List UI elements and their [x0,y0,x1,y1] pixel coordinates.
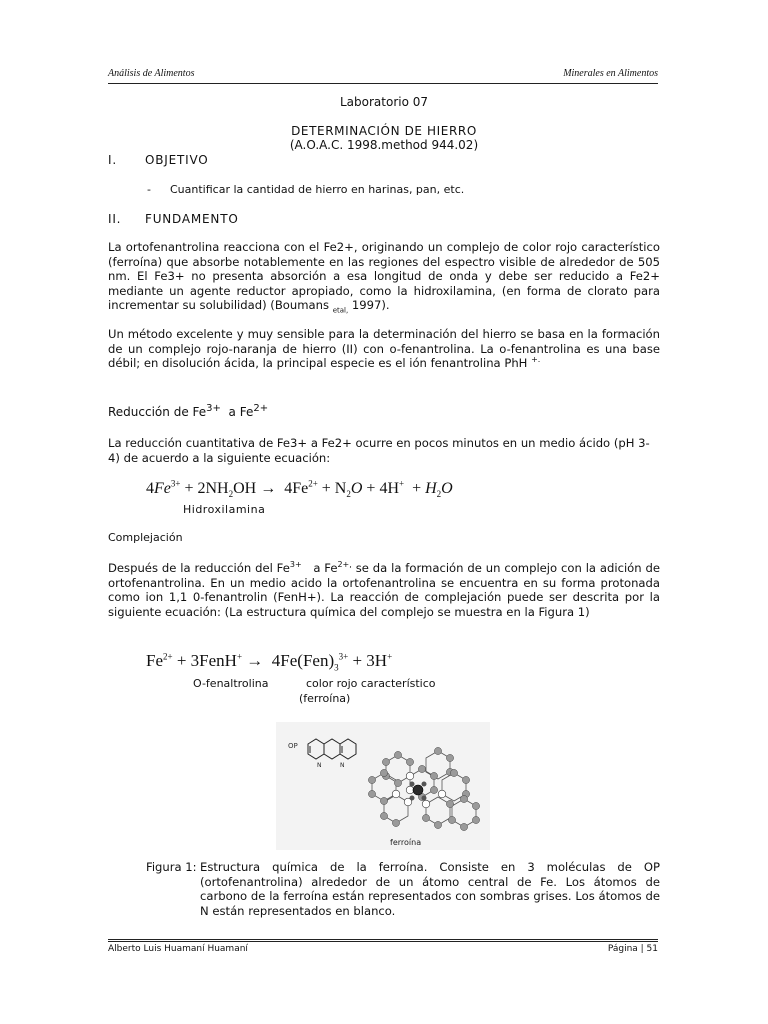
paragraph-4-sup-2: 2+, [337,560,352,570]
method-title: (A.O.A.C. 1998.method 944.02) [289,138,479,152]
paragraph-4-text-c: se da la formación de un complejo con la adición de ortofenantrolina. En un medio acido la ortofenantrolina se encuentra en su forma protonada como ion 1,1 0-fenantrolin (FenH+). La reacción de complejación puede ser descrita por la siguiente ecuación: (La estructura química del complejo se muestra en la Figura 1) [108,561,660,619]
paragraph-4-sup-1: 3+ [289,560,302,570]
header-left: Análisis de Alimentos [108,68,195,79]
svg-text:N: N [317,762,322,769]
reduccion-heading [108,405,268,419]
section-2-number: II. [108,212,122,226]
paragraph-2 [108,327,660,371]
paragraph-2-text: Un método excelente y muy sensible para la determinación del hierro se basa en la formación de un complejo rojo-naranja de hierro (II) con o-fenantrolina. La o-fenantrolina es una base débil; en disolución ácida, la principal especie es el ión fenantrolina PhH [108,327,660,371]
ferroina-figure [276,722,490,850]
paragraph-2-sup: +. [531,355,541,365]
phenanthroline-icon [308,739,356,759]
equation-2-label-1: O-fenaltrolina [193,677,269,690]
paragraph-3: La reducción cuantitativa de Fe3+ a Fe2+ ocurre en pocos minutos en un medio ácido (pH 3-4) de acuerdo a la siguiente ecuación: [108,436,650,465]
figure-caption-label: Figura 1: [146,860,197,874]
section-1-number: I. [108,153,117,167]
equation-2-label-2: color rojo característico [306,677,436,690]
reduccion-text-a: Reducción de Fe [108,405,207,419]
figure-ferroina-label: ferroína [390,838,422,847]
equation-2: $Fe^{2+}$ + 3FenH+ → $4Fe(Fen)_3^{3+} + 3H^+$ [146,651,393,673]
footer-rule-top [108,939,658,940]
paragraph-1-year: 1997). [351,298,390,313]
paragraph-4-text-b: a Fe [313,561,338,575]
header-right: Minerales en Alimentos [563,68,658,79]
lab-title: Laboratorio 07 [339,95,429,109]
paragraph-4 [108,561,660,619]
ferroina-molecule-icon [368,747,479,830]
equation-1: $4Fe^{3+} + 2NH_2OH \to 4Fe^{2+} + N_2O + 4H^+ + H_2O$ [146,478,453,500]
reduccion-sup-2: 2+ [253,403,269,414]
section-2-title: FUNDAMENTO [145,212,239,226]
header-rule [108,83,658,84]
paragraph-4-text-a: Después de la reducción del Fe [108,561,290,575]
figure-caption-text: Estructura química de la ferroína. Consiste en 3 moléculas de OP (ortofenantrolina) alrededor de un átomo central de Fe. Los átomos de carbono de la ferroína están representados con sombras grises. Los átomos de N están representados en blanco. [200,860,660,918]
equation-2-label-3: (ferroína) [299,692,351,705]
complejacion-heading: Complejación [108,531,183,544]
section-1-title: OBJETIVO [145,153,209,167]
objective-text: Cuantificar la cantidad de hierro en harinas, pan, etc. [170,183,465,196]
equation-1-label: Hidroxilamina [183,503,266,516]
svg-text:N: N [340,762,345,769]
figure-op-label: OP [288,742,298,750]
footer-page: Página | 51 [607,944,658,954]
reduccion-text-b: a Fe [228,405,254,419]
paragraph-1 [108,240,660,313]
footer-rule-bottom [108,941,658,942]
ferroina-structure-image [276,722,490,850]
footer-author: Alberto Luis Huamaní Huamaní [108,944,248,954]
objective-dash: - [147,183,151,196]
main-title: DETERMINACIÓN DE HIERRO [291,124,477,138]
paragraph-1-text: La ortofenantrolina reacciona con el Fe2+, originando un complejo de color rojo característico (ferroína) que absorbe notablemente en las regiones del espectro visible de alrededor de 505 nm. El Fe3+ no presenta absorción a esa longitud de onda y debe ser reducido a Fe2+ mediante un agente reductor apropiado, como la hidroxilamina, (en forma de clorato para incrementar su solubilidad) (Boumans [108,240,660,313]
paragraph-1-etal: etal, [332,306,349,315]
reduccion-sup-1: 3+ [206,403,221,414]
